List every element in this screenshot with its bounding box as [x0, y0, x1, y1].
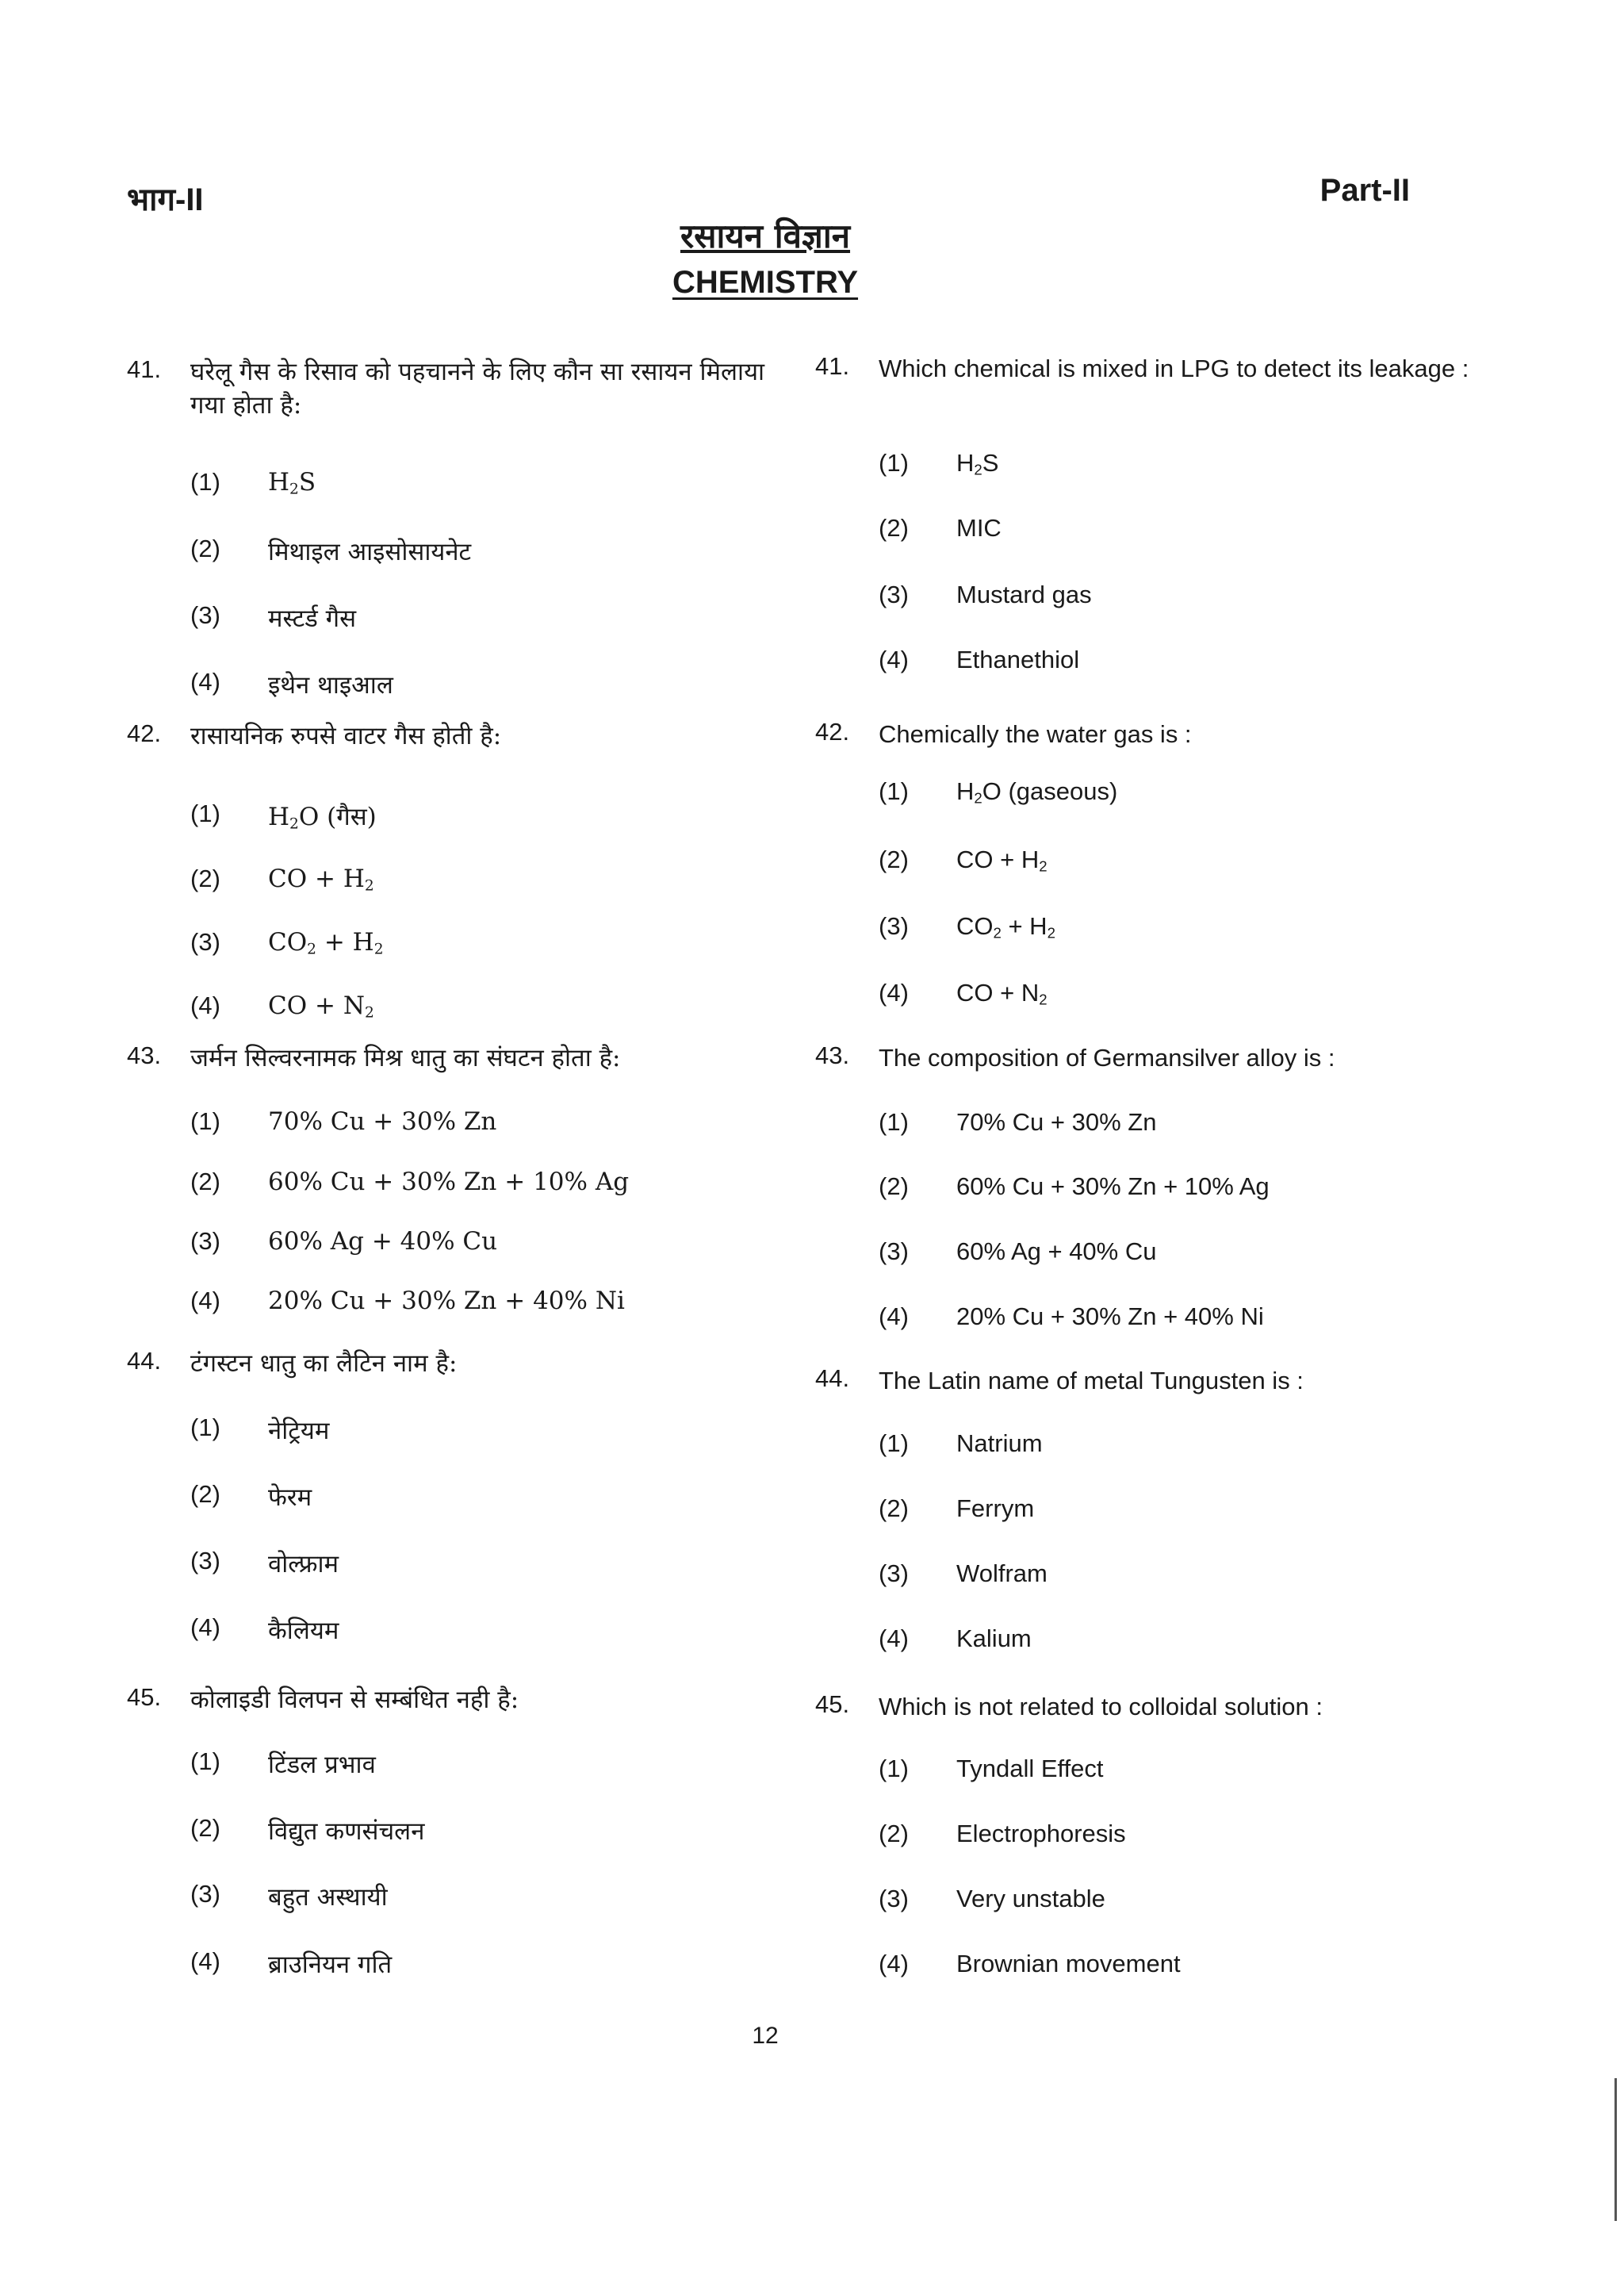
question-text: The composition of Germansilver alloy is : [879, 1044, 1335, 1072]
option-number: (4) [190, 1947, 220, 1975]
option-number: (1) [190, 1107, 220, 1135]
option-text-part: Ethanethiol [956, 646, 1080, 673]
subscript: 2 [1047, 924, 1055, 942]
subscript: 2 [364, 877, 374, 895]
subscript: 2 [373, 941, 384, 958]
option-text-part: + H [316, 928, 374, 957]
option-number: (1) [879, 1108, 909, 1136]
question-number: 44. [127, 1347, 162, 1375]
option-text-part: H [268, 468, 290, 497]
option-text-part: ब्राउनियन गति [268, 1950, 393, 1979]
option-text [956, 1755, 1104, 1783]
option-number: (1) [879, 1755, 909, 1782]
option-text-part: CO [268, 928, 308, 957]
option-text-part: S [982, 449, 999, 477]
subject-title-hindi: रसायन विज्ञान [680, 217, 851, 255]
option-text [268, 468, 316, 497]
option-text-part: 60% Ag + 40% Cu [956, 1237, 1157, 1265]
option-text-part: H [268, 803, 290, 831]
option-text-part: CO + H [956, 846, 1040, 873]
option-number: (3) [879, 581, 909, 608]
option-text-part: Wolfram [956, 1559, 1048, 1587]
option-text-part: Brownian movement [956, 1950, 1181, 1977]
subscript: 2 [974, 789, 982, 807]
option-text-part: 20% Cu + 30% Zn + 40% Ni [956, 1302, 1264, 1330]
option-number: (1) [190, 800, 220, 827]
option-text [956, 1302, 1264, 1331]
option-text [956, 1559, 1048, 1588]
option-text-part: Mustard gas [956, 581, 1092, 608]
option-number: (3) [190, 1547, 220, 1575]
question-number: 45. [815, 1690, 850, 1718]
option-number: (3) [879, 1237, 909, 1265]
option-number: (1) [879, 1429, 909, 1457]
subscript: 2 [993, 924, 1002, 942]
option-number: (3) [190, 928, 220, 956]
question-number: 42. [127, 719, 162, 747]
option-text [268, 1880, 388, 1913]
page-number: 12 [752, 2023, 779, 2049]
option-number: (3) [190, 601, 220, 629]
option-number: (2) [190, 865, 220, 892]
subscript: 2 [289, 815, 299, 833]
option-number: (4) [190, 1287, 220, 1314]
option-text [268, 865, 374, 893]
option-text-part: Natrium [956, 1429, 1043, 1457]
option-text-part: मस्टर्ड गैस [268, 604, 357, 633]
option-text [956, 1885, 1105, 1913]
option-text [956, 979, 1048, 1007]
option-text-part: Tyndall Effect [956, 1755, 1104, 1782]
subscript: 2 [1039, 857, 1048, 875]
option-number: (4) [879, 1302, 909, 1330]
option-text [268, 1547, 339, 1580]
option-text-part: MIC [956, 514, 1002, 542]
option-text [956, 514, 1002, 543]
option-text-part: H [956, 449, 975, 477]
option-text [956, 1624, 1032, 1653]
option-text-part: बहुत अस्थायी [268, 1883, 388, 1912]
option-text-part: नेट्रियम [268, 1417, 330, 1445]
option-text [956, 646, 1079, 674]
option-number: (1) [879, 777, 909, 805]
option-text-part: Very unstable [956, 1885, 1105, 1912]
subscript: 2 [974, 461, 982, 478]
question-text: The Latin name of metal Tungusten is : [879, 1367, 1304, 1394]
option-text [268, 1287, 625, 1315]
option-text [268, 1947, 392, 1981]
subscript: 2 [364, 1004, 374, 1022]
option-text [268, 1747, 376, 1781]
option-number: (1) [190, 468, 220, 496]
option-text [956, 912, 1055, 941]
option-text-part: इथेन थाइआल [268, 671, 393, 700]
subject-title-english: CHEMISTRY [672, 265, 859, 300]
option-number: (1) [879, 449, 909, 477]
option-text [268, 1814, 424, 1847]
option-number: (2) [190, 1168, 220, 1195]
option-text-part: Electrophoresis [956, 1820, 1126, 1847]
option-text [268, 928, 384, 957]
question-number: 43. [127, 1041, 162, 1069]
option-text-part: Kalium [956, 1624, 1032, 1652]
option-text [268, 668, 393, 701]
option-number: (4) [879, 646, 909, 673]
option-number: (3) [879, 912, 909, 940]
option-text [956, 1429, 1043, 1458]
option-number: (4) [190, 1613, 220, 1641]
option-number: (2) [879, 1494, 909, 1522]
option-text [268, 535, 471, 568]
option-text-part: CO + H [268, 865, 365, 893]
option-text-part: S [298, 468, 316, 497]
option-text-part: फेरम [268, 1483, 312, 1512]
option-text-part: मिथाइल आइसोसायनेट [268, 538, 472, 566]
option-number: (3) [879, 1559, 909, 1587]
option-text-part: टिंडल प्रभाव [268, 1751, 376, 1779]
option-text-part: Ferrym [956, 1494, 1035, 1522]
option-text [956, 1237, 1156, 1266]
option-text [268, 991, 374, 1020]
option-text-part: CO + N [956, 979, 1040, 1007]
option-text-part: H [956, 777, 975, 805]
option-number: (2) [879, 846, 909, 873]
option-text [956, 1494, 1034, 1523]
option-number: (4) [190, 668, 220, 696]
option-text [268, 601, 356, 635]
option-text-part: वोल्फ्राम [268, 1550, 339, 1578]
option-number: (4) [879, 1950, 909, 1977]
option-number: (2) [879, 1172, 909, 1200]
option-number: (1) [190, 1747, 220, 1775]
option-number: (3) [190, 1227, 220, 1255]
option-text-part: 60% Cu + 30% Zn + 10% Ag [268, 1168, 630, 1196]
option-text [268, 1413, 329, 1447]
option-text-part: O (gaseous) [982, 777, 1118, 805]
option-text [268, 1168, 629, 1196]
subscript: 2 [1039, 991, 1048, 1008]
option-number: (3) [879, 1885, 909, 1912]
question-number: 42. [815, 718, 850, 746]
option-text-part: कैलियम [268, 1617, 339, 1645]
subscript: 2 [289, 481, 299, 498]
part-label-hindi: भाग-II [127, 182, 204, 217]
option-text-part: CO + N [268, 991, 365, 1020]
option-number: (3) [190, 1880, 220, 1908]
option-text [956, 1172, 1270, 1201]
option-text [956, 1950, 1181, 1978]
question-number: 41. [815, 352, 850, 380]
question-text: Chemically the water gas is : [879, 720, 1192, 748]
subscript: 2 [307, 941, 316, 958]
option-number: (2) [190, 1814, 220, 1842]
option-text [268, 1480, 312, 1513]
option-text-part: 60% Ag + 40% Cu [268, 1227, 498, 1256]
question-text: Which is not related to colloidal solution : [879, 1693, 1323, 1720]
question-text: टंगस्टन धातु का लैटिन नाम है: [190, 1349, 458, 1378]
question-text: रासायनिक रुपसे वाटर गैस होती है: [190, 722, 502, 750]
option-number: (1) [190, 1413, 220, 1441]
option-number: (2) [190, 1480, 220, 1508]
option-text [956, 777, 1117, 806]
question-number: 45. [127, 1683, 162, 1711]
option-text [268, 1227, 497, 1256]
option-text-part: 60% Cu + 30% Zn + 10% Ag [956, 1172, 1270, 1200]
option-number: (2) [190, 535, 220, 562]
option-text-part: 20% Cu + 30% Zn + 40% Ni [268, 1287, 625, 1315]
question-text: घरेलू गैस के रिसाव को पहचानने के लिए कौन सा रसायन मिलाया गया होता है: [190, 358, 765, 420]
option-text [268, 1613, 339, 1647]
question-text: जर्मन सिल्वरनामक मिश्र धातु का संघटन होता है: [190, 1044, 621, 1072]
option-number: (2) [879, 514, 909, 542]
option-text-part: CO [956, 912, 994, 940]
question-number: 41. [127, 355, 162, 383]
option-text-part: 70% Cu + 30% Zn [956, 1108, 1157, 1136]
question-text: Which chemical is mixed in LPG to detect its leakage : [879, 355, 1469, 382]
question-text: कोलाइडी विलपन से सम्बंधित नही है: [190, 1686, 519, 1714]
option-text-part: O (गैस) [298, 803, 377, 831]
question-number: 43. [815, 1041, 850, 1069]
option-text [956, 449, 998, 478]
option-text [956, 581, 1092, 609]
option-text [956, 846, 1048, 874]
part-label-english: Part-II [1320, 173, 1410, 208]
option-number: (4) [879, 1624, 909, 1652]
option-text-part: 70% Cu + 30% Zn [268, 1107, 497, 1136]
option-text-part: + H [1001, 912, 1048, 940]
option-text [268, 800, 377, 833]
option-number: (4) [879, 979, 909, 1007]
question-number: 44. [815, 1364, 850, 1392]
option-number: (4) [190, 991, 220, 1019]
option-text-part: विद्युत कणसंचलन [268, 1817, 425, 1846]
option-text [956, 1108, 1156, 1137]
option-text [268, 1107, 496, 1136]
option-text [956, 1820, 1126, 1848]
option-number: (2) [879, 1820, 909, 1847]
scan-edge-line [1614, 2078, 1617, 2221]
